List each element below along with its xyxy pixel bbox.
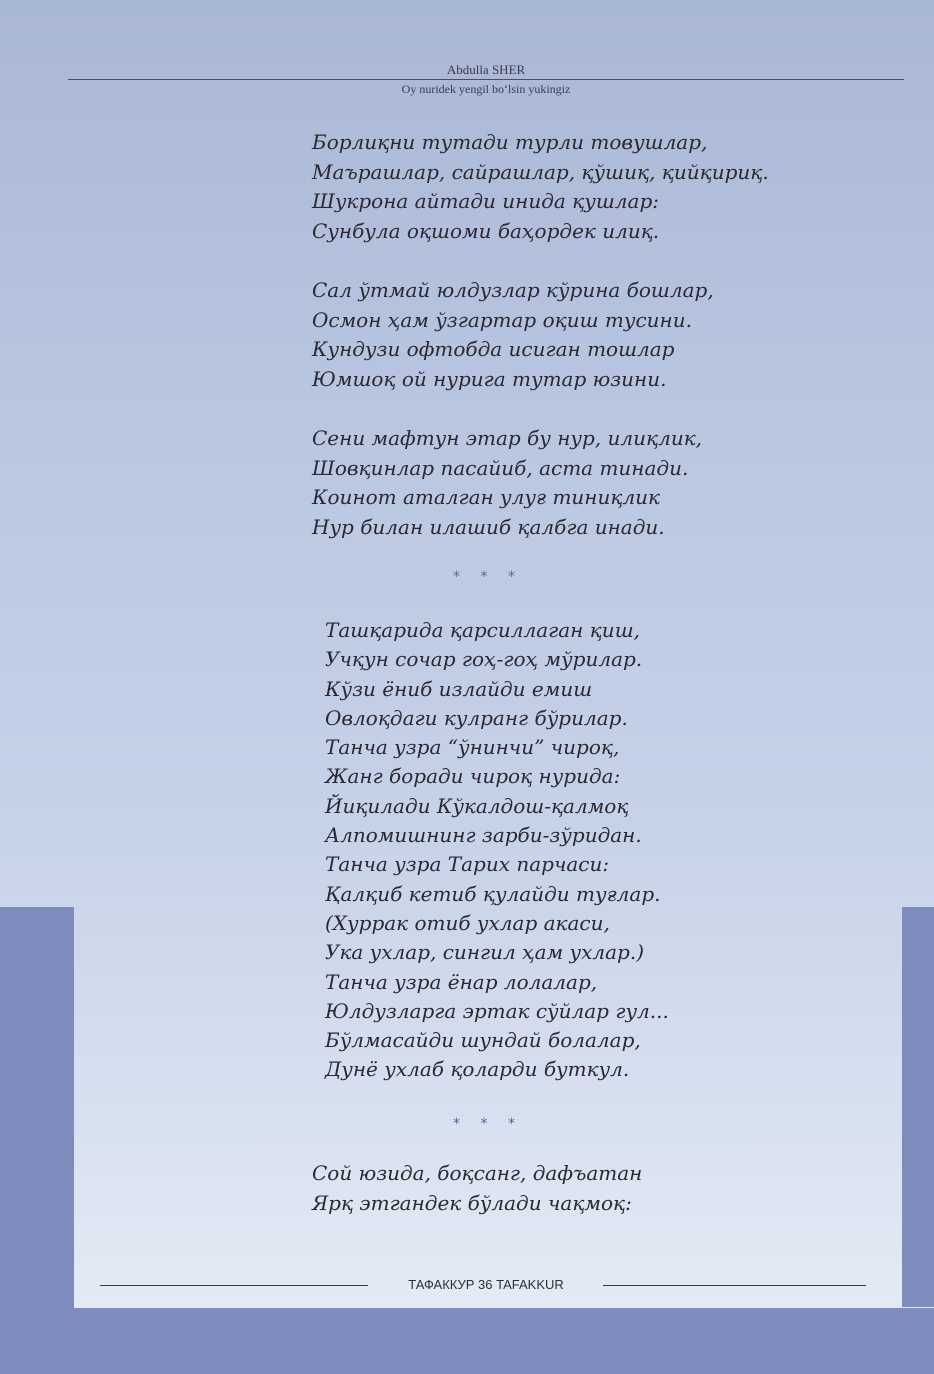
bottom-decorative-band (0, 1308, 934, 1374)
footer-page-label: ТАФАККУР 36 TAFAKKUR (408, 1277, 564, 1292)
stanza-3 (312, 424, 702, 542)
stanza-5 (312, 1159, 642, 1218)
section-separator: * * * (453, 1116, 523, 1132)
section-separator: * * * (453, 569, 523, 585)
verse-line: Шукрона айтади инида қушлар: (312, 189, 660, 213)
verse-line: Осмон ҳам ўзгартар оқиш тусини. (312, 307, 692, 332)
verse-line: Кўзи ёниб излайди емиш (325, 676, 593, 701)
verse-line: Юлдузларга эртак сўйлар гул... (325, 998, 669, 1023)
page-footer (100, 1275, 866, 1295)
left-decorative-band (0, 907, 74, 1374)
stanza-4 (325, 616, 669, 1085)
verse-line: Ярқ этгандек бўлади чақмоқ: (312, 1190, 632, 1215)
verse-line: Сал ўтмай юлдузлар кўрина бошлар, (312, 278, 714, 302)
footer-rule-left (100, 1285, 368, 1286)
running-header (68, 62, 904, 96)
verse-line: Борлиқни тутади турли товушлар, (312, 130, 708, 154)
verse-line: Танча узра “ўнинчи” чироқ, (325, 735, 620, 760)
verse-line: Ташқарида қарсиллаган қиш, (325, 618, 640, 642)
verse-line: (Хуррак отиб ухлар акаси, (325, 910, 610, 935)
author-name: Abdulla SHER (446, 62, 526, 77)
stanza-2 (312, 276, 714, 394)
verse-line: Сени мафтун этар бу нур, илиқлик, (312, 426, 703, 450)
verse-line: Сунбула оқшоми баҳордек илиқ. (312, 218, 660, 243)
verse-line: Овлоқдаги кулранг бўрилар. (325, 705, 628, 730)
verse-line: Шовқинлар пасайиб, аста тинади. (312, 455, 689, 480)
stanza-1 (312, 128, 769, 246)
verse-line: Кундузи офтобда исиган тошлар (312, 337, 675, 361)
verse-line: Жанг боради чироқ нурида: (325, 764, 621, 789)
verse-line: Коинот аталган улуғ тиниқлик (312, 485, 660, 509)
verse-line: Йиқилади Кўкалдош-қалмоқ (325, 793, 629, 818)
verse-line: Ука ухлар, сингил ҳам ухлар.) (325, 940, 645, 965)
verse-line: Бўлмасайди шундай болалар, (325, 1028, 641, 1053)
verse-line: Юмшоқ ой нурига тутар юзини. (312, 366, 667, 391)
verse-line: Дунё ухлаб қоларди буткул. (325, 1057, 630, 1082)
verse-line: Алпомишнинг зарби-зўридан. (325, 823, 642, 848)
footer-rule-right (603, 1285, 866, 1286)
verse-line: Танча узра ёнар лолалар, (325, 969, 598, 994)
book-subtitle: Oy nuridek yengil bo‘lsin yukingiz (401, 82, 571, 96)
verse-line: Қалқиб кетиб қулайди туғлар. (325, 881, 661, 906)
right-decorative-band (902, 907, 934, 1307)
header-rule (68, 79, 904, 80)
verse-line: Сой юзида, боқсанг, дафъатан (312, 1161, 643, 1185)
verse-line: Нур билан илашиб қалбга инади. (312, 514, 665, 539)
verse-line: Танча узра Тарих парчаси: (325, 852, 610, 877)
verse-line: Учқун сочар гоҳ-гоҳ мўрилар. (325, 647, 643, 672)
verse-line: Маърашлар, сайрашлар, қўшиқ, қийқириқ. (312, 159, 769, 184)
